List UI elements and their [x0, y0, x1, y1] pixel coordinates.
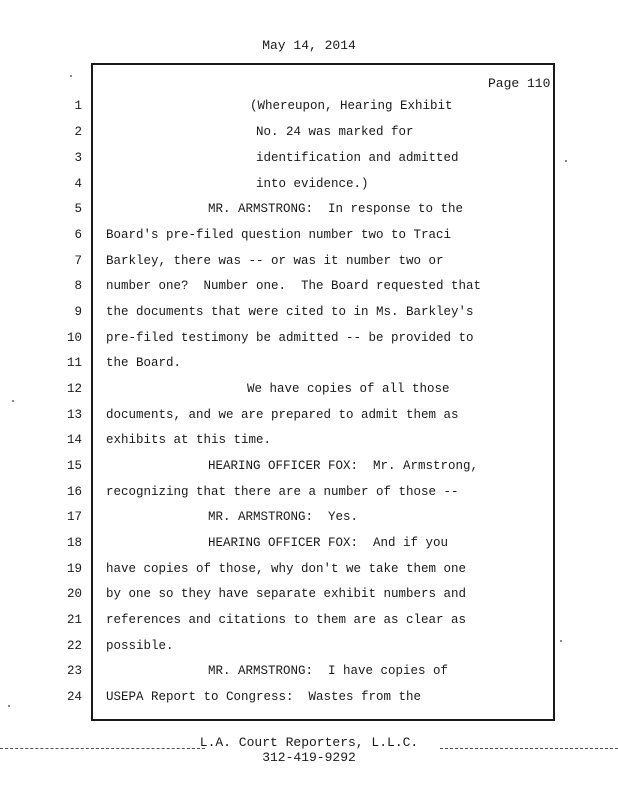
- transcript-line: HEARING OFFICER FOX: And if you: [208, 536, 449, 550]
- line-number: 3: [74, 151, 82, 165]
- transcript-line: Barkley, there was -- or was it number two or: [106, 254, 444, 268]
- line-number: 5: [74, 202, 82, 216]
- line-number: 21: [66, 613, 82, 627]
- transcript-line: identification and admitted: [256, 151, 459, 165]
- transcript-line: the Board.: [106, 356, 182, 370]
- transcript-line: number one? Number one. The Board requested that: [106, 279, 482, 293]
- line-number: 17: [66, 510, 82, 524]
- line-number: 24: [66, 690, 82, 704]
- transcript-line: HEARING OFFICER FOX: Mr. Armstrong,: [208, 459, 479, 473]
- transcript-line: MR. ARMSTRONG: In response to the: [208, 202, 464, 216]
- scan-speck: [70, 75, 72, 77]
- transcript-line: Board's pre-filed question number two to Traci: [106, 228, 452, 242]
- line-number: 18: [66, 536, 82, 550]
- transcript-line: exhibits at this time.: [106, 433, 272, 447]
- transcript-line: possible.: [106, 639, 174, 653]
- line-number: 2: [74, 125, 82, 139]
- transcript-line: references and citations to them are as clear as: [106, 613, 467, 627]
- line-number: 7: [74, 254, 82, 268]
- line-number: 8: [74, 279, 82, 293]
- scan-speck: [12, 400, 14, 402]
- reporter-company: L.A. Court Reporters, L.L.C.: [199, 735, 419, 750]
- transcript-line: pre-filed testimony be admitted -- be provided to: [106, 331, 474, 345]
- line-number: 9: [74, 305, 82, 319]
- transcript-line: documents, and we are prepared to admit them as: [106, 408, 459, 422]
- line-number: 11: [66, 356, 82, 370]
- line-number: 6: [74, 228, 82, 242]
- line-number: 23: [66, 664, 82, 678]
- line-number: 12: [66, 382, 82, 396]
- line-number: 15: [66, 459, 82, 473]
- transcript-line: have copies of those, why don't we take them one: [106, 562, 467, 576]
- transcript-line: into evidence.): [256, 177, 369, 191]
- line-number: 20: [66, 587, 82, 601]
- scan-speck: [565, 160, 567, 162]
- transcript-line: We have copies of all those: [247, 382, 450, 396]
- transcript-line: USEPA Report to Congress: Wastes from the: [106, 690, 422, 704]
- transcript-date: May 14, 2014: [262, 38, 356, 53]
- transcript-line: the documents that were cited to in Ms. Barkley's: [106, 305, 474, 319]
- transcript-line: MR. ARMSTRONG: I have copies of: [208, 664, 449, 678]
- reporter-phone: 312-419-9292: [262, 750, 356, 765]
- line-number: 19: [66, 562, 82, 576]
- scan-speck: [8, 705, 10, 707]
- page-number: Page 110: [488, 76, 551, 91]
- scan-speck: [560, 640, 562, 642]
- line-number: 22: [66, 639, 82, 653]
- transcript-line: (Whereupon, Hearing Exhibit: [250, 99, 453, 113]
- line-number: 13: [66, 408, 82, 422]
- line-number: 16: [66, 485, 82, 499]
- transcript-line: recognizing that there are a number of those --: [106, 485, 459, 499]
- transcript-line: No. 24 was marked for: [256, 125, 414, 139]
- transcript-line: MR. ARMSTRONG: Yes.: [208, 510, 359, 524]
- line-number: 1: [74, 99, 82, 113]
- line-number: 14: [66, 433, 82, 447]
- line-number: 10: [66, 331, 82, 345]
- line-number: 4: [74, 177, 82, 191]
- transcript-line: by one so they have separate exhibit numbers and: [106, 587, 467, 601]
